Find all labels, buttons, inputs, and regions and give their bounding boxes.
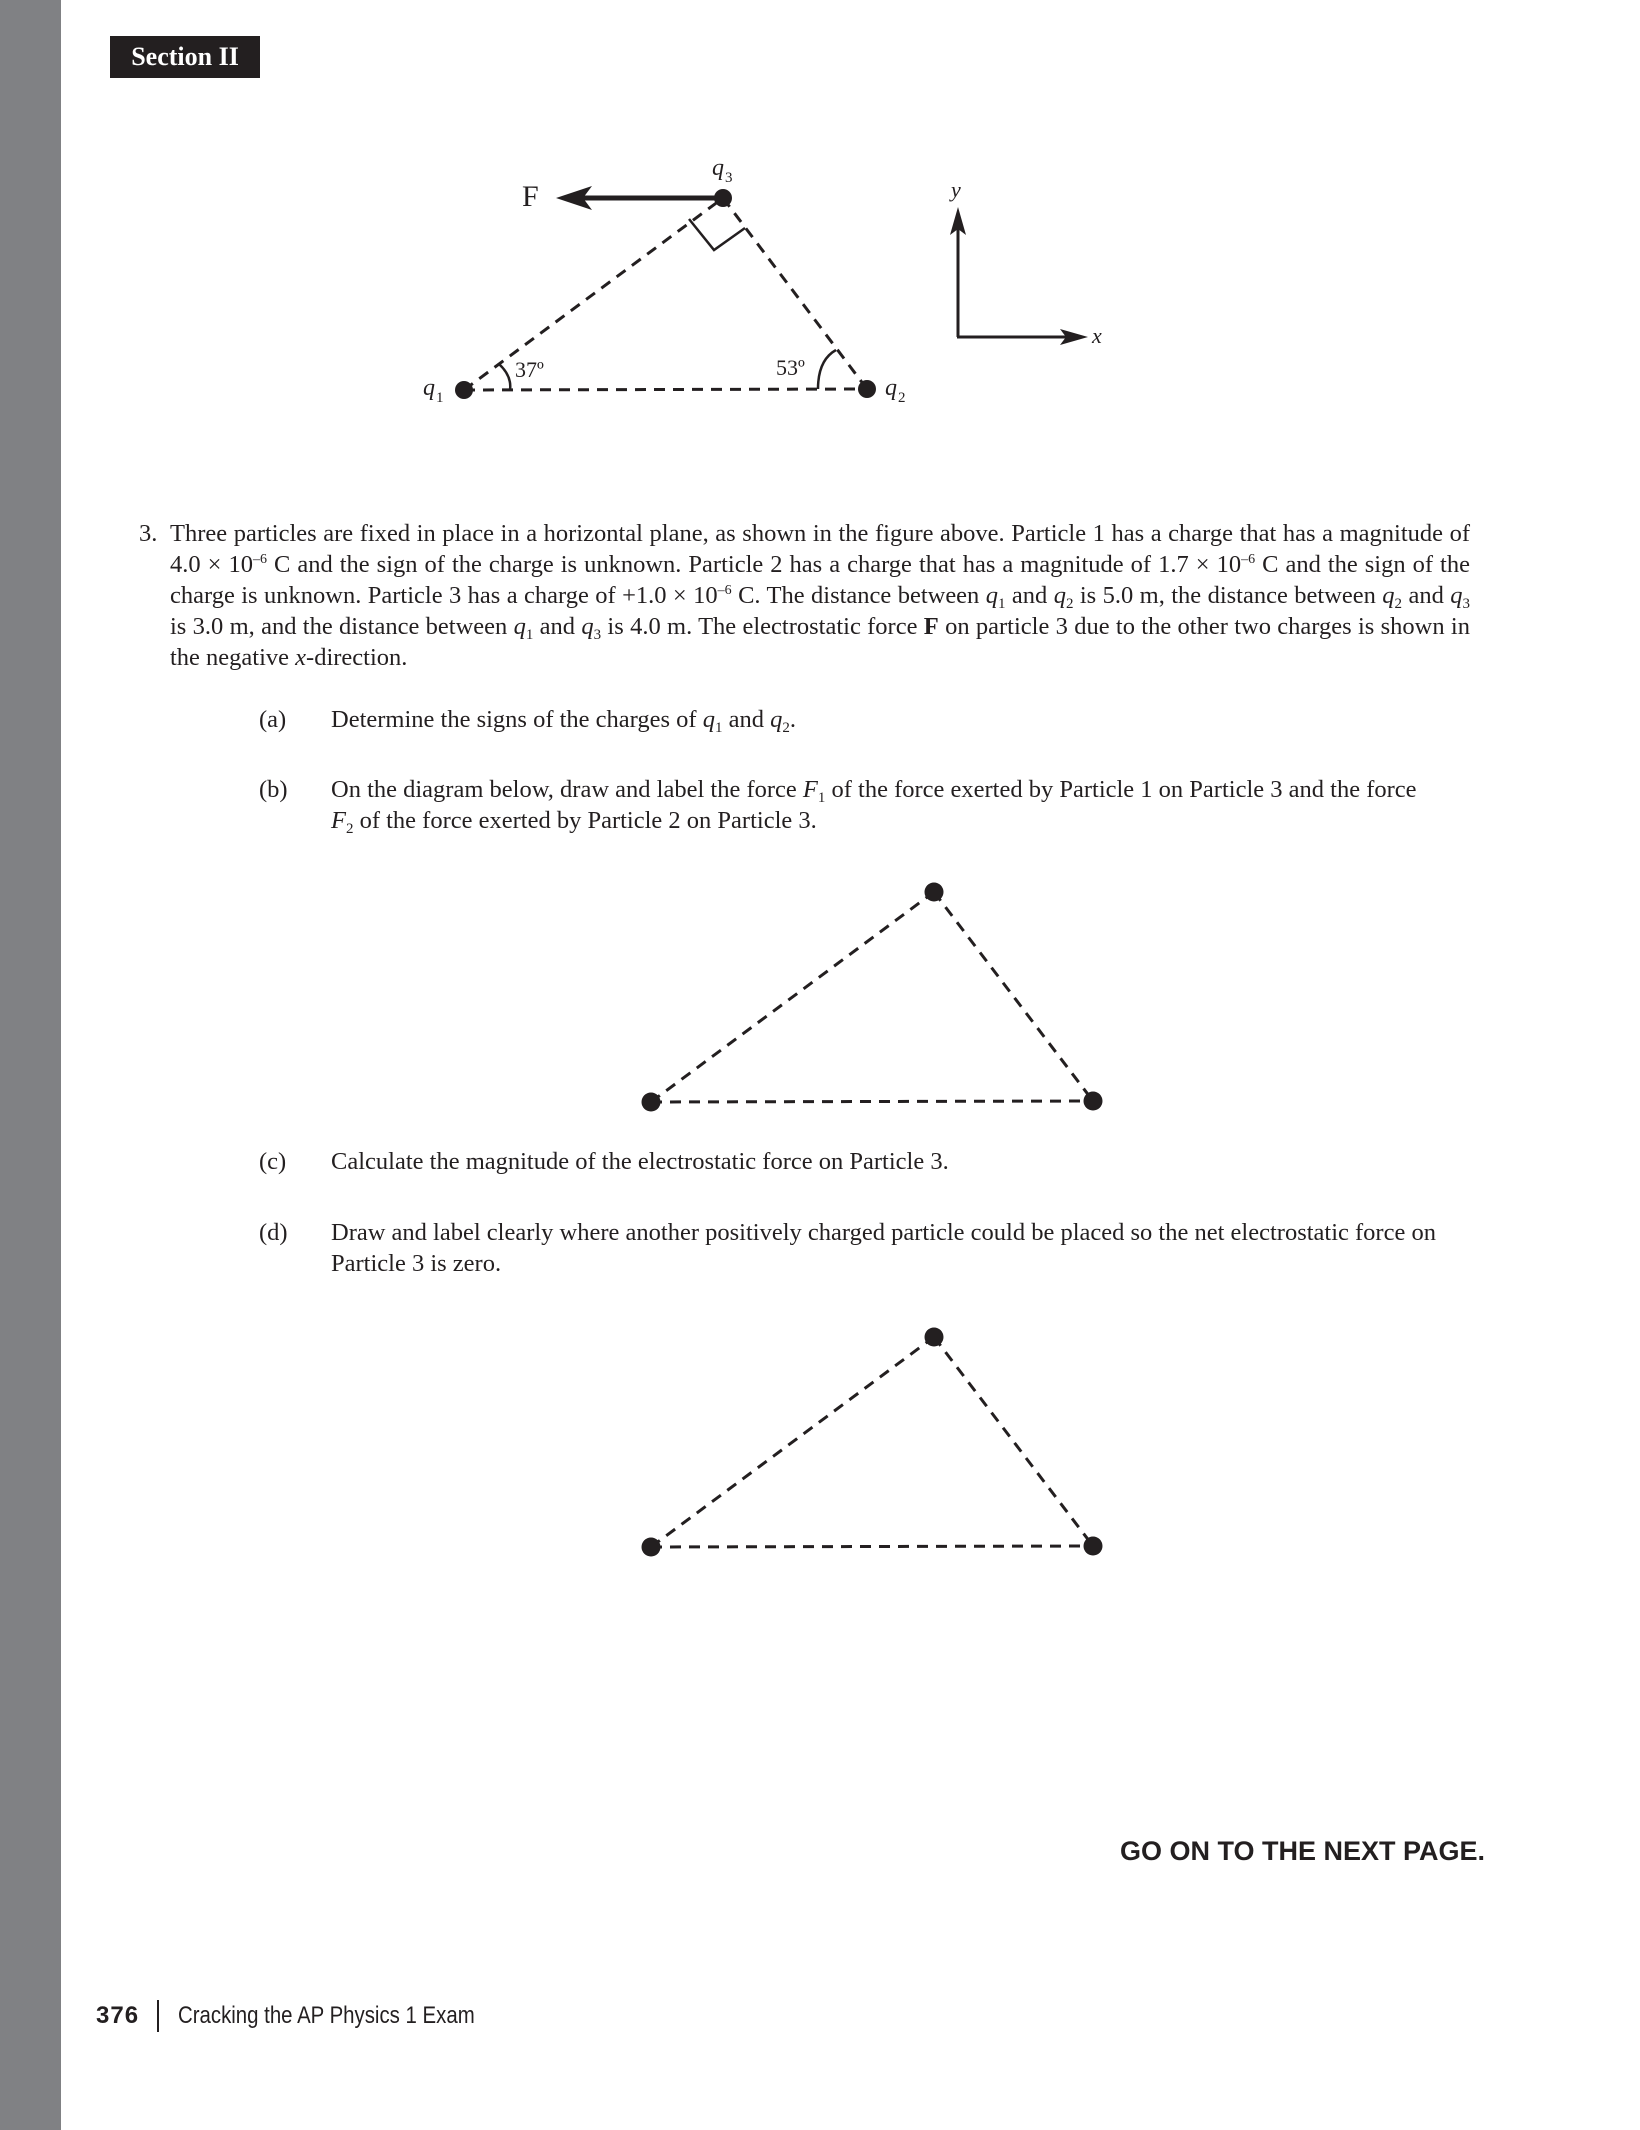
force-label: F <box>522 180 539 213</box>
question-stem: Three particles are fixed in place in a horizontal plane, as shown in the figure above. Particle 1 has a charge that has a magnitude of $4.0 \times 10^{-6}$ C and the sign of the charge is unknown. Particle 2 has a charge that has a magnitude of $1.7 \times 10^{-6}$ C and the sign of the charge is unknown. Particle 3 has a charge of $+1.0 \times 10^{-6}$ C. The distance between $q_1$ and $q_2$ is 5.0 m, the distance between $q_2$ and $q_3$ is 3.0 m, and the distance between $q_1$ and $q_3$ is 4.0 m. The electrostatic force F on particle 3 due to the other two charges is shown in the negative x-direction. <box>170 520 1470 671</box>
go-on-next-page: GO ON TO THE NEXT PAGE. <box>1120 1836 1486 1866</box>
particle-q3 <box>714 189 732 207</box>
x-axis-label: x <box>1092 323 1102 348</box>
angle-arc-53 <box>818 350 836 389</box>
q3-subscript: 3 <box>725 170 733 186</box>
part-d-label: (d) <box>259 1219 288 1246</box>
part-d-text: Draw and label clearly where another positively charged particle could be placed so the net electrostatic force on Particle 3 is zero. <box>331 1219 1436 1277</box>
particle-q1 <box>455 381 473 399</box>
q1-label: q <box>423 375 435 401</box>
footer-divider <box>157 2000 159 2032</box>
particle-1-dot <box>642 1538 661 1557</box>
q1-subscript: 1 <box>436 390 444 406</box>
right-angle-marker <box>689 219 745 250</box>
angle-53-label: 53º <box>776 355 805 380</box>
angle-37-label: 37º <box>515 357 544 382</box>
particle-3-dot <box>925 883 944 902</box>
part-c-text: Calculate the magnitude of the electrostatic force on Particle 3. <box>331 1148 949 1175</box>
part-c-label: (c) <box>259 1148 287 1175</box>
edge-q1-q2 <box>464 389 867 390</box>
part-a-text: Determine the signs of the charges of $q_1$ and $q_2$. <box>331 706 796 736</box>
angle-arc-37 <box>499 364 510 390</box>
q2-subscript: 2 <box>898 390 906 406</box>
particle-1-dot <box>642 1093 661 1112</box>
axes-icon <box>949 177 1102 348</box>
part-b-label: (b) <box>259 776 288 803</box>
part-a-label: (a) <box>259 706 287 733</box>
main-figure <box>423 155 906 406</box>
part-b-text: On the diagram below, draw and label the force $F_1$ of the force exerted by Particle 1 on Particle 3 and the force $F_2$ of the force exerted by Particle 2 on Particle 3. <box>331 776 1417 837</box>
particle-q2 <box>858 380 876 398</box>
diagram-part-b[interactable] <box>642 883 1103 1112</box>
y-axis-label: y <box>951 177 961 202</box>
diagram-part-d[interactable] <box>642 1328 1103 1557</box>
edge-q1-q3 <box>464 198 723 390</box>
question-number: 3. <box>139 520 158 547</box>
particle-2-dot <box>1084 1092 1103 1111</box>
section-label: Section II <box>131 42 239 71</box>
q2-label: q <box>885 375 897 401</box>
particle-3-dot <box>925 1328 944 1347</box>
particle-2-dot <box>1084 1537 1103 1556</box>
q3-label: q <box>712 155 724 181</box>
page-number: 376 <box>96 2002 140 2029</box>
book-title: Cracking the AP Physics 1 Exam <box>178 2002 475 2029</box>
